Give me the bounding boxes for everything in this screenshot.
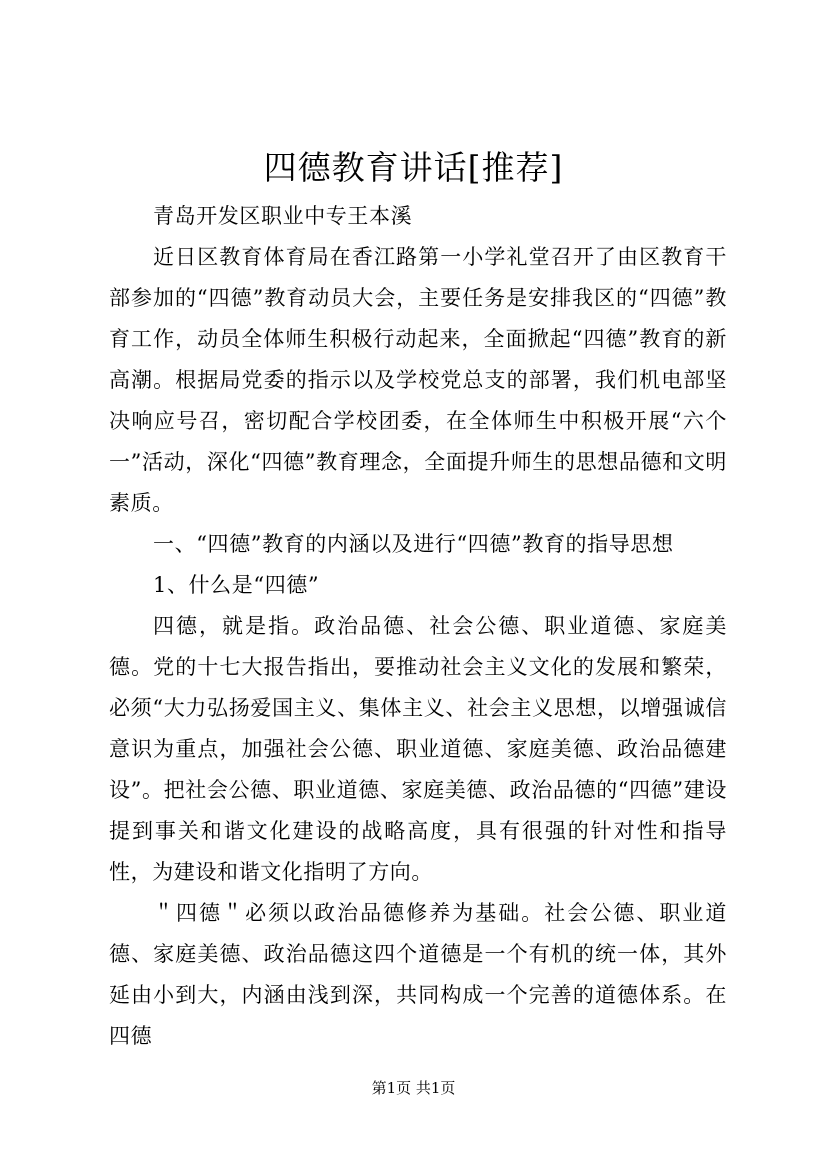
author-line: 青岛开发区职业中专王本溪 [153, 204, 413, 228]
section-heading: 一、“四德”教育的内涵以及进行“四德”教育的指导思想 [153, 532, 674, 556]
paragraph-intro: 近日区教育体育局在香江路第一小学礼堂召开了由区教育干部参加的“四德”教育动员大会，主要任务是安排我区的“四德”教育工作，动员全体师生积极行动起来，全面掀起“四德”教育的新高潮。根据局党委的指示以及学校党总支的部署，我们机电部坚决响应号召，密切配合学校团委，在全体师生中积极开展“六个一”活动，深化“四德”教育理念，全面提升师生的思想品德和文明素质。 [109, 245, 727, 515]
paragraph-definition: 四德，就是指。政治品德、社会公德、职业道德、家庭美德。党的十七大报告指出，要推动社会主义文化的发展和繁荣，必须“大力弘扬爱国主义、集体主义、社会主义思想，以增强诚信意识为重点，加强社会公德、职业道德、家庭美德、政治品德建设”。把社会公德、职业道德、家庭美德、政治品德的“四德”建设提到事关和谐文化建设的战略高度，具有很强的针对性和指导性，为建设和谐文化指明了方向。 [109, 614, 727, 884]
document-title: 四德教育讲话[推荐] [263, 148, 564, 187]
document-body [109, 196, 727, 1057]
subsection-heading: 1、什么是“四德” [153, 573, 320, 597]
page-footer: 第1页 共1页 [371, 1079, 456, 1097]
paragraph-foundation: ＂四德＂必须以政治品德修养为基础。社会公德、职业道德、家庭美德、政治品德这四个道德是一个有机的统一体，其外延由小到大，内涵由浅到深，共同构成一个完善的道德体系。在四德 [109, 901, 727, 1048]
